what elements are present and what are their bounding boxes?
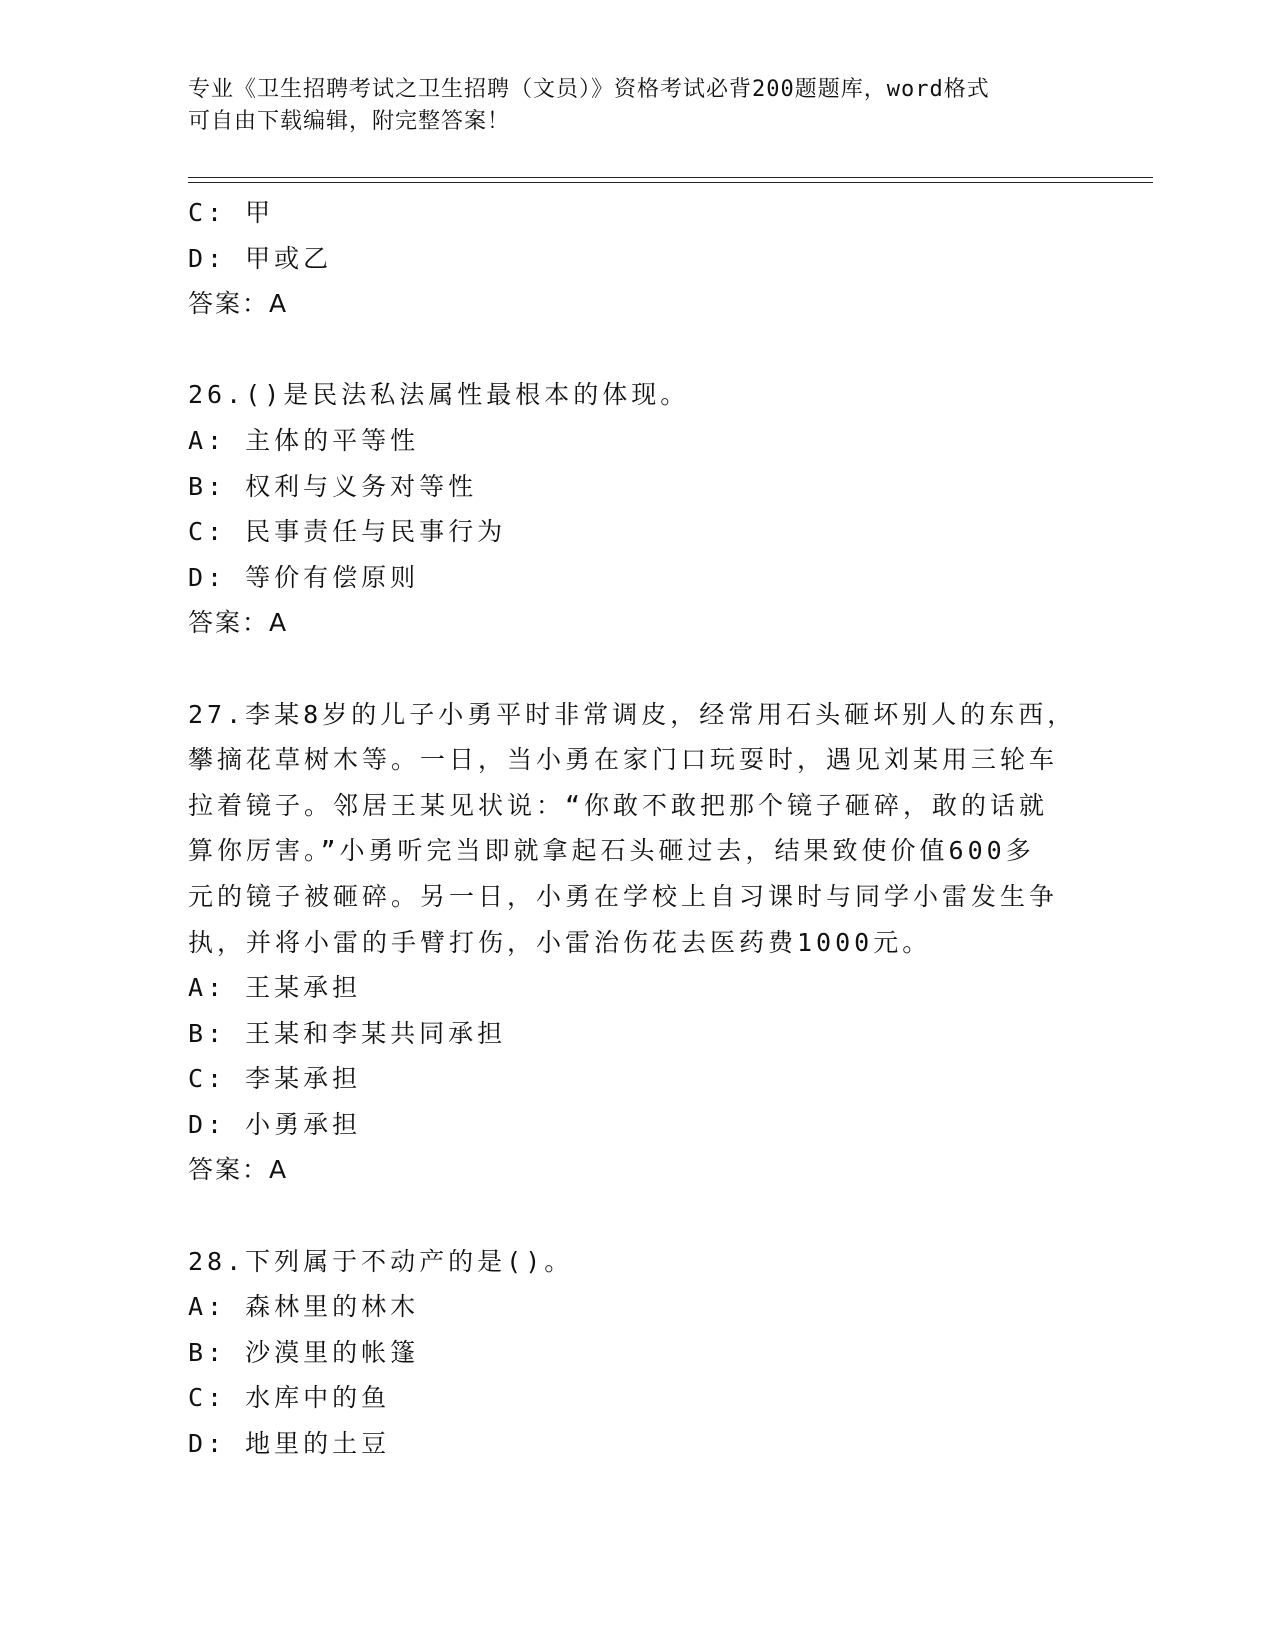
answer: 答案：A — [188, 1155, 289, 1185]
option-d: D: 地里的土豆 — [188, 1429, 391, 1459]
question-25-continued — [188, 190, 1068, 327]
question-stem: 26.()是民法私法属性最根本的体现。 — [188, 380, 690, 410]
answer: 答案：A — [188, 289, 289, 319]
option-a: A: 森林里的林木 — [188, 1292, 420, 1322]
option-b: B: 王某和李某共同承担 — [188, 1018, 507, 1048]
document-body — [188, 190, 1077, 1467]
document-header — [188, 74, 1088, 138]
option-a: A: 主体的平等性 — [188, 425, 420, 455]
option-c: C: 李某承担 — [188, 1064, 362, 1094]
question-stem-line: 攀摘花草树木等。一日，当小勇在家门口玩耍时，遇见刘某用三轮车 — [188, 745, 1059, 775]
question-28 — [188, 1239, 1068, 1467]
question-stem-line: 元的镜子被砸碎。另一日，小勇在学校上自习课时与同学小雷发生争 — [188, 881, 1059, 911]
option-c: C: 甲 — [188, 198, 275, 227]
spacer — [188, 327, 1068, 373]
header-line-1: 专业《卫生招聘考试之卫生招聘（文员）》资格考试必背200题题库，word格式 — [188, 77, 990, 102]
option-b: B: 权利与义务对等性 — [188, 471, 478, 501]
header-rule-bottom — [188, 182, 1153, 183]
question-26 — [188, 372, 1068, 646]
answer: 答案：A — [188, 608, 289, 638]
question-27 — [188, 692, 1077, 1194]
question-stem: 28.下列属于不动产的是()。 — [188, 1246, 574, 1276]
option-a: A: 王某承担 — [188, 973, 362, 1003]
option-d: D: 小勇承担 — [188, 1109, 362, 1139]
header-line-2: 可自由下载编辑，附完整答案！ — [188, 109, 511, 134]
option-c: C: 民事责任与民事行为 — [188, 517, 507, 547]
question-stem-line: 27.李某8岁的儿子小勇平时非常调皮，经常用石头砸坏别人的东西， — [188, 699, 1077, 729]
option-d: D: 甲或乙 — [188, 243, 333, 273]
option-d: D: 等价有偿原则 — [188, 562, 420, 592]
question-stem-line: 拉着镜子。邻居王某见状说：“你敢不敢把那个镜子砸碎，敢的话就 — [188, 790, 1049, 820]
spacer — [188, 1193, 1068, 1239]
option-c: C: 水库中的鱼 — [188, 1383, 391, 1413]
question-stem-line: 算你厉害。”小勇听完当即就拿起石头砸过去，结果致使价值600多 — [188, 836, 1035, 866]
question-stem-line: 执，并将小雷的手臂打伤，小雷治伤花去医药费1000元。 — [188, 927, 932, 957]
header-rule-top — [188, 177, 1153, 178]
spacer — [188, 646, 1068, 692]
option-b: B: 沙漠里的帐篷 — [188, 1337, 420, 1367]
